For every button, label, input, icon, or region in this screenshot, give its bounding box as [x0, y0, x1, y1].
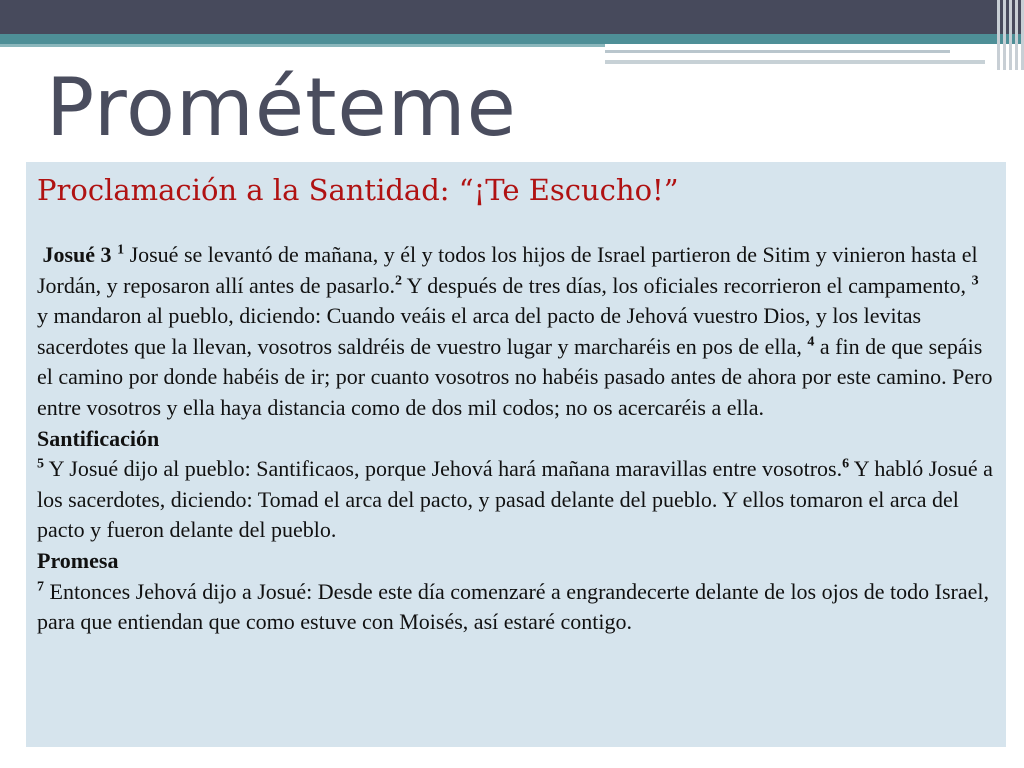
header-decor-line-2: [605, 60, 985, 64]
verse-number: 6: [842, 456, 850, 472]
verse-number: 7: [37, 579, 44, 595]
verse-text: y mandaron al pueblo, diciendo: Cuando veáis el arca del pacto de Jehová vuestro Dios, y los levitas sacerdotes que la llevan, vosotros saldréis de vuestro lugar y marcharéis en pos de ella,: [37, 303, 922, 359]
sanctification-paragraph: [37, 454, 994, 546]
slide-subtitle: Proclamación a la Santidad: “¡Te Escucho!”: [37, 173, 679, 207]
header-accent-line: [0, 44, 605, 47]
verse-text: Entonces Jehová dijo a Josué: Desde este día comenzaré a engrandecerte delante de los ojos de todo Israel, para que entiendan que como estuve con Moisés, así estaré contigo.: [37, 578, 990, 635]
content-panel: [26, 162, 1006, 747]
verse-text: Y Josué dijo al pueblo: Santificaos, porque Jehová hará mañana maravillas entre vosotros.: [44, 456, 843, 482]
verse-number: 4: [807, 334, 815, 350]
verse-number: 1: [117, 242, 125, 258]
verse-number: 5: [37, 456, 44, 472]
verse-number: 2: [395, 273, 402, 289]
passage-paragraph: [37, 240, 994, 424]
header-decor-line: [605, 50, 950, 53]
verse-text: a fin de que sepáis el camino por donde habéis de ir; por cuanto vosotros no habéis pasado antes de ahora por este camino. Pero entre vosotros y ella haya distancia como de dos mil codos; no os acercaréis a ella.: [37, 333, 993, 420]
verse-text: Josué se levantó de mañana, y él y todos los hijos de Israel partieron de Sitim y vinieron hasta el Jordán, y reposaron allí antes de pasarlo.: [37, 242, 978, 298]
scripture-text: [37, 240, 994, 638]
slide-title: Prométeme: [46, 61, 517, 154]
promise-paragraph: [37, 577, 994, 638]
passage-reference: Josué 3: [42, 242, 112, 267]
verse-text: Y habló Josué a los sacerdotes, diciendo: Tomad el arca del pacto, y pasad delante del pueblo. Y ellos tomaron el arca del pacto y fueron delante del pueblo.: [37, 456, 993, 543]
verse-text: Y después de tres días, los oficiales recorrieron el campamento,: [402, 272, 972, 298]
section-heading-promise: Promesa: [37, 547, 119, 573]
verse-number: 3: [971, 273, 979, 289]
corner-stripes: [994, 0, 1024, 70]
header-bar: [0, 0, 1024, 34]
section-heading-sanctification: Santificación: [37, 425, 160, 451]
header-accent-bar: [0, 34, 1024, 44]
